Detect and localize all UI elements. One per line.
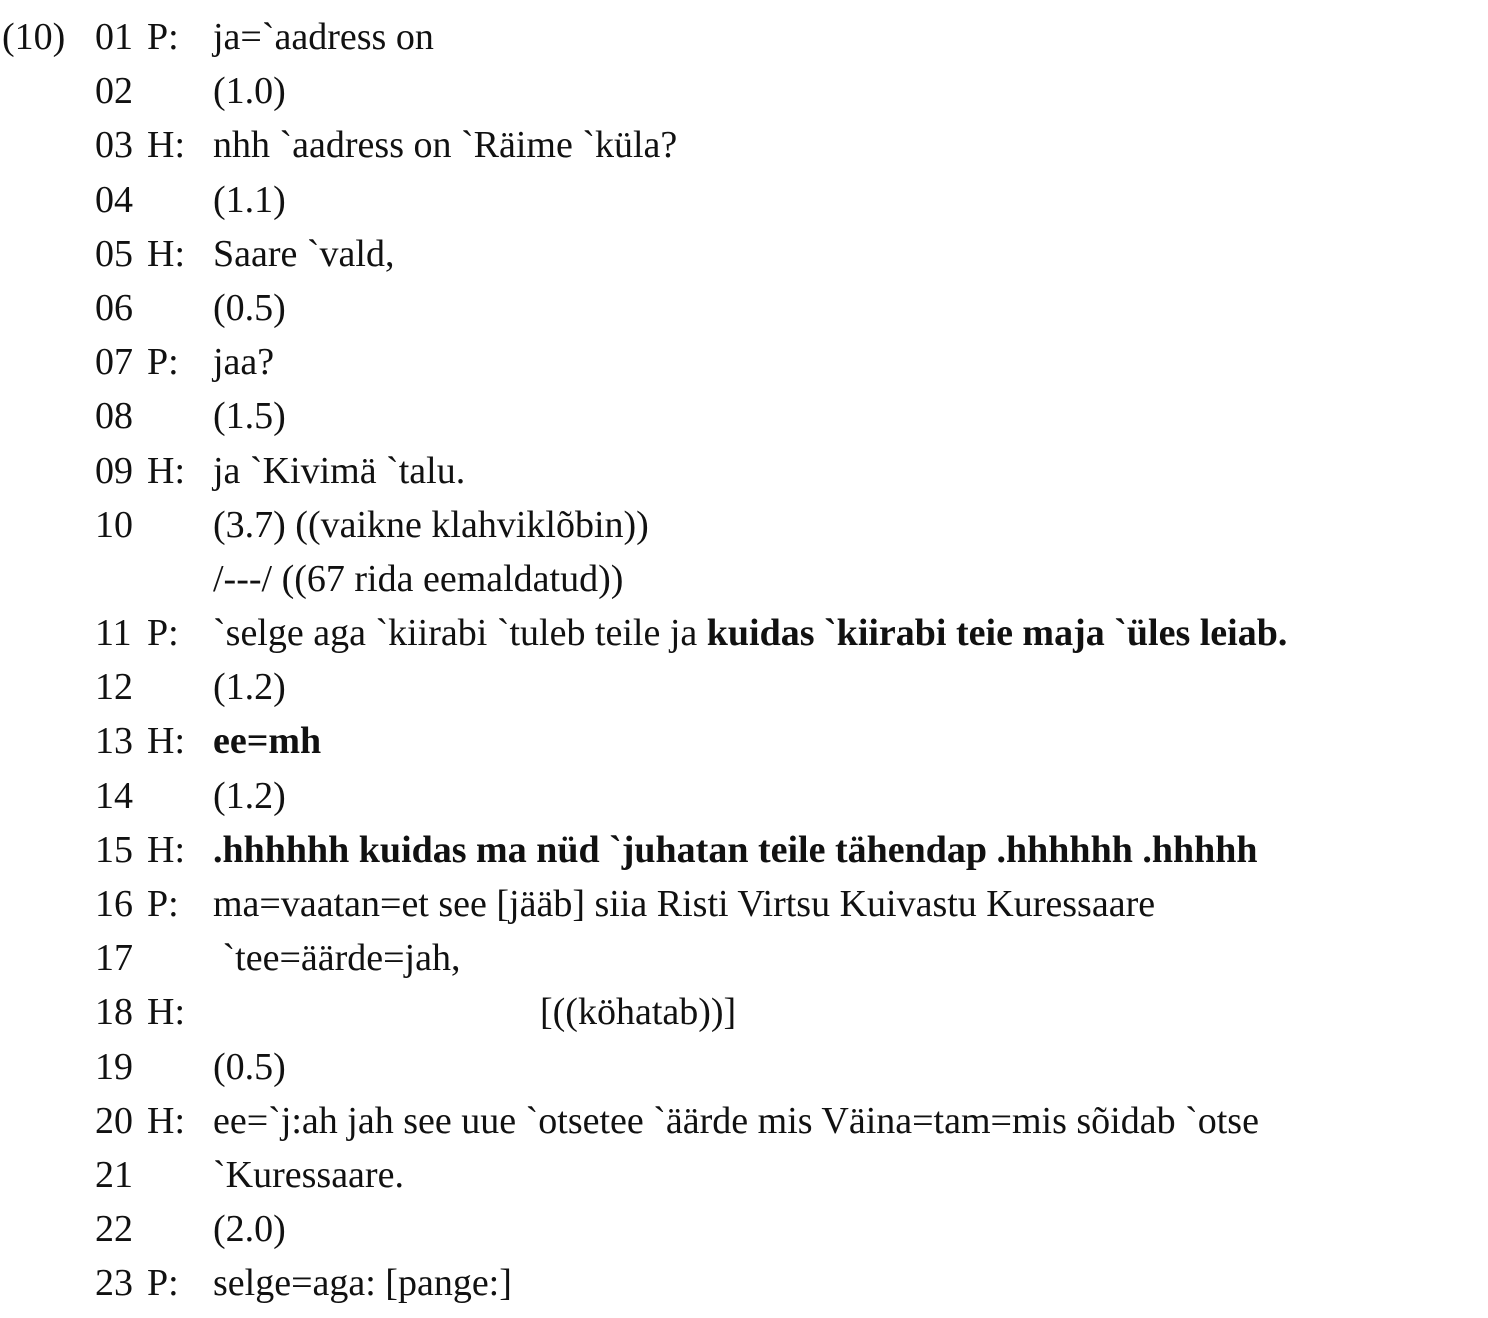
transcript-line	[0, 1040, 1488, 1094]
utterance-text	[213, 227, 394, 281]
text-segment: (1.5)	[213, 395, 286, 438]
utterance-text	[213, 552, 623, 606]
utterance-text	[213, 335, 274, 389]
transcript-line	[0, 444, 1488, 498]
line-number: 20	[95, 1099, 133, 1142]
text-segment: (0.5)	[213, 1045, 286, 1088]
line-number: 06	[95, 286, 133, 329]
line-number: 09	[95, 449, 133, 492]
text-segment: (1.0)	[213, 70, 286, 113]
text-segment: selge=aga: [pange:]	[213, 1262, 512, 1305]
text-segment: ma=vaatan=et see [jääb] siia Risti Virtsu Kuivastu Kuressaare	[213, 883, 1156, 925]
line-number: 02	[95, 70, 133, 113]
utterance-text	[213, 931, 460, 985]
line-number: 11	[95, 612, 132, 655]
utterance-text	[213, 606, 1287, 660]
utterance-text	[213, 1148, 404, 1202]
text-segment: ja=`aadress on	[213, 16, 434, 58]
line-number: 04	[95, 178, 133, 221]
utterance-text	[213, 118, 677, 172]
speaker-label: H:	[147, 720, 185, 763]
line-number: 10	[95, 503, 133, 546]
transcript-line	[0, 985, 1488, 1039]
utterance-text	[213, 660, 286, 714]
line-number: 03	[95, 124, 133, 167]
transcript-line	[0, 823, 1488, 877]
bold-segment: kuidas `kiirabi teie maja `üles leiab.	[706, 612, 1288, 655]
text-segment: ja `Kivimä `talu.	[213, 449, 466, 492]
line-number: 22	[95, 1208, 133, 1251]
text-segment: nhh `aadress on `Räime `küla?	[213, 124, 678, 167]
speaker-label: P:	[147, 612, 179, 655]
example-number: (10)	[2, 16, 66, 58]
speaker-label: P:	[147, 16, 179, 58]
line-number: 15	[95, 828, 133, 871]
transcript-line	[0, 227, 1488, 281]
utterance-text	[213, 823, 1258, 877]
bold-segment: .hhhhhh kuidas ma nüd `juhatan teile tähendap .hhhhhh .hhhhh	[213, 828, 1258, 871]
text-segment: `selge aga `kiirabi `tuleb teile ja	[213, 612, 707, 655]
transcript-line	[0, 335, 1488, 389]
speaker-label: H:	[147, 991, 185, 1034]
text-segment: ee=`j:ah jah see uue `otsetee `äärde mis Väina=tam=mis sõidab `otse	[213, 1099, 1259, 1142]
text-segment: [((köhatab))]	[540, 991, 737, 1034]
line-number: 14	[95, 774, 133, 817]
text-segment: (3.7) ((vaikne klahviklõbin))	[213, 503, 649, 546]
utterance-text	[213, 10, 434, 64]
utterance-text	[213, 498, 649, 552]
transcript-line	[0, 389, 1488, 443]
utterance-text	[213, 64, 286, 118]
line-number: 19	[95, 1045, 133, 1088]
utterance-text	[213, 1202, 286, 1256]
text-segment: `tee=äärde=jah,	[213, 937, 461, 980]
line-number: 01	[95, 16, 133, 58]
transcript-line	[0, 606, 1488, 660]
speaker-label: P:	[147, 883, 179, 925]
text-segment: /---/ ((67 rida eemaldatud))	[213, 557, 624, 600]
speaker-label: H:	[147, 1099, 185, 1142]
line-number: 23	[95, 1262, 133, 1305]
utterance-text	[213, 1094, 1259, 1148]
line-number: 13	[95, 720, 133, 763]
utterance-text	[540, 985, 736, 1039]
speaker-label: P:	[147, 1262, 179, 1305]
transcript-line	[0, 552, 1488, 606]
speaker-label: P:	[147, 341, 179, 384]
text-segment: Saare `vald,	[213, 232, 395, 275]
text-segment: jaa?	[213, 341, 275, 384]
bold-segment: ee=mh	[213, 720, 322, 763]
transcript-line	[0, 498, 1488, 552]
transcript-line	[0, 714, 1488, 768]
text-segment: `Kuressaare.	[213, 1153, 404, 1196]
text-segment: (0.5)	[213, 286, 286, 329]
line-number: 12	[95, 666, 133, 709]
transcript-line	[0, 1148, 1488, 1202]
utterance-text	[213, 444, 465, 498]
transcript-line	[0, 931, 1488, 985]
transcript-line	[0, 1256, 1488, 1310]
transcript-line	[0, 1202, 1488, 1256]
utterance-text	[213, 173, 286, 227]
transcript-line	[0, 877, 1488, 931]
transcript-line	[0, 64, 1488, 118]
utterance-text	[213, 769, 286, 823]
utterance-text	[213, 389, 286, 443]
text-segment: (2.0)	[213, 1208, 286, 1251]
speaker-label: H:	[147, 124, 185, 167]
line-number: 07	[95, 341, 133, 384]
text-segment: (1.2)	[213, 774, 286, 817]
utterance-text	[213, 877, 1155, 931]
transcript-line	[0, 1094, 1488, 1148]
transcript-line	[0, 281, 1488, 335]
utterance-text	[213, 1256, 512, 1310]
speaker-label: H:	[147, 449, 185, 492]
utterance-text	[213, 281, 286, 335]
transcript-line	[0, 10, 1488, 64]
utterance-text	[213, 1040, 286, 1094]
transcript-line	[0, 769, 1488, 823]
transcript-excerpt	[0, 10, 1488, 1311]
transcript-line	[0, 660, 1488, 714]
line-number: 05	[95, 232, 133, 275]
line-number: 18	[95, 991, 133, 1034]
text-segment: (1.2)	[213, 666, 286, 709]
line-number: 17	[95, 937, 133, 980]
utterance-text	[213, 714, 321, 768]
speaker-label: H:	[147, 232, 185, 275]
line-number: 21	[95, 1153, 133, 1196]
speaker-label: H:	[147, 828, 185, 871]
line-number: 08	[95, 395, 133, 438]
transcript-line	[0, 118, 1488, 172]
text-segment: (1.1)	[213, 178, 286, 221]
line-number: 16	[95, 883, 133, 925]
transcript-line	[0, 173, 1488, 227]
